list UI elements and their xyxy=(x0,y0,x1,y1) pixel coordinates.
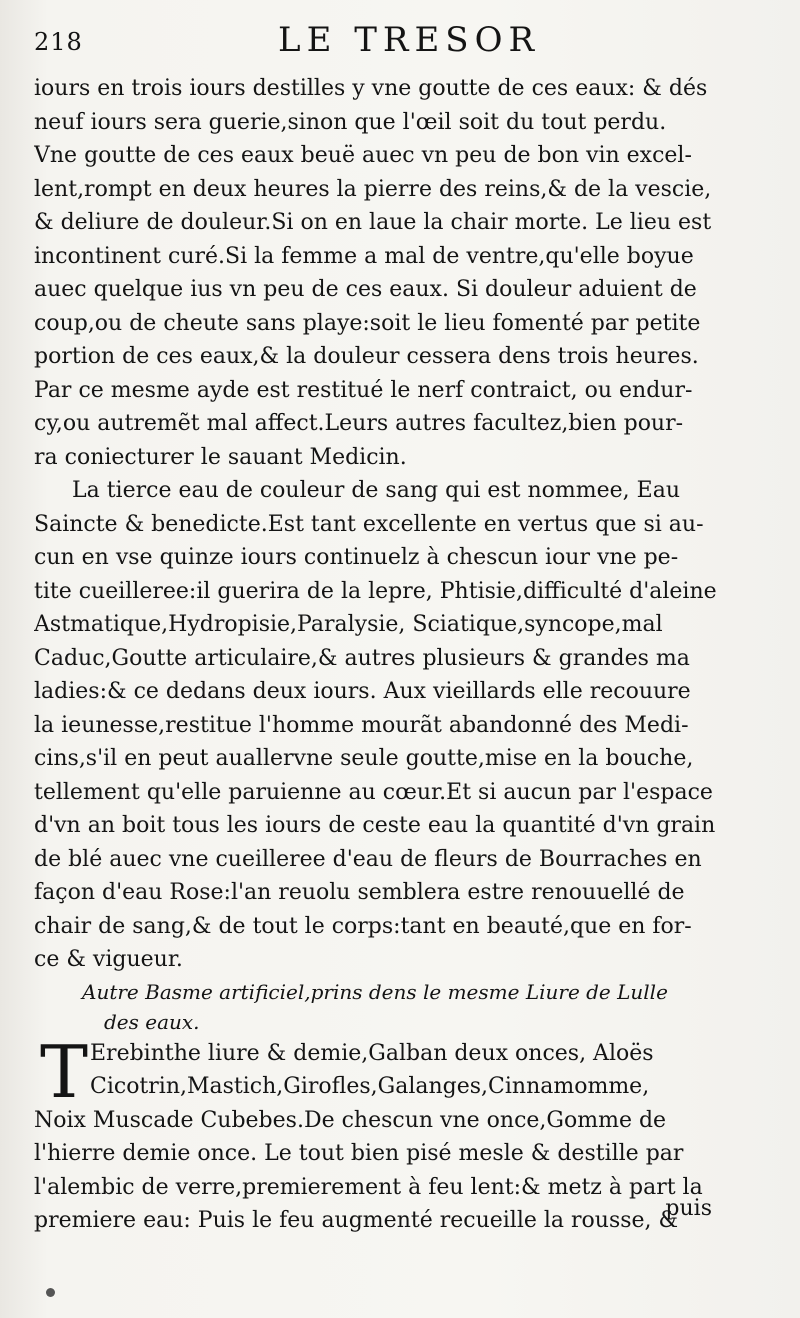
text-line: d'vn an boit tous les iours de ceste eau la quantité d'vn grain xyxy=(34,813,716,838)
text-line: Caduc,Goutte articulaire,& autres plusieurs & grandes ma xyxy=(34,645,690,671)
text-line: Noix Muscade Cubebes.De chescun vne once,Gomme de xyxy=(34,1107,667,1133)
page-header xyxy=(30,20,730,64)
page-number: 218 xyxy=(34,28,83,56)
text-line: neuf iours sera guerie,sinon que l'œil soit du tout perdu. xyxy=(34,109,667,135)
text-line: lent,rompt en deux heures la pierre des reins,& de la vescie, xyxy=(34,176,712,202)
text-line: chair de sang,& de tout le corps:tant en beauté,que en for- xyxy=(34,913,692,939)
text-line: cy,ou autremẽt mal affect.Leurs autres facultez,bien pour- xyxy=(34,411,684,436)
text-line: tite cueilleree:il guerira de la lepre, Phtisie,difficulté d'aleine xyxy=(34,578,717,604)
text-line: l'hierre demie once. Le tout bien pisé mesle & destille par xyxy=(34,1141,684,1166)
running-title: LE TRESOR xyxy=(278,20,541,60)
text-line: auec quelque ius vn peu de ces eaux. Si douleur aduient de xyxy=(34,277,697,302)
text-line: portion de ces eaux,& la douleur cessera dens trois heures. xyxy=(34,344,699,369)
text-line: coup,ou de cheute sans playe:soit le lieu fomenté par petite xyxy=(34,310,701,336)
text-line: tellement qu'elle paruienne au cœur.Et si aucun par l'espace xyxy=(34,779,713,805)
ink-speck xyxy=(46,1288,55,1297)
text-line: cins,s'il en peut auallervne seule goutte,mise en la bouche, xyxy=(34,746,694,771)
paragraph-3 xyxy=(34,1029,724,1238)
text-line: iours en trois iours destilles y vne goutte de ces eaux: & dés xyxy=(34,76,708,101)
subtitle-line: des eaux. xyxy=(104,1009,200,1034)
section-subtitle xyxy=(34,977,724,1037)
text-line: ladies:& ce dedans deux iours. Aux vieillards elle recouure xyxy=(34,679,691,704)
text-line: ra coniecturer le sauant Medicin. xyxy=(34,444,407,470)
text-line: Cicotrin,Mastich,Girofles,Galanges,Cinnamomme, xyxy=(90,1074,650,1099)
text-line: & deliure de douleur.Si on en laue la chair morte. Le lieu est xyxy=(34,210,712,235)
text-line: Saincte & benedicte.Est tant excellente en vertus que si au- xyxy=(34,511,704,537)
text-line: Vne goutte de ces eaux beuë auec vn peu de bon vin excel- xyxy=(34,143,692,168)
text-line: incontinent curé.Si la femme a mal de ventre,qu'elle boyue xyxy=(34,243,694,269)
text-line: façon d'eau Rose:l'an reuolu semblera estre renouuellé de xyxy=(34,880,685,905)
text-line: cun en vse quinze iours continuelz à chescun iour vne pe- xyxy=(34,545,679,570)
text-line: Astmatique,Hydropisie,Paralysie, Sciatique,syncope,mal xyxy=(34,612,663,637)
text-line: Erebinthe liure & demie,Galban deux onces, Aloës xyxy=(90,1040,654,1066)
text-line: la ieunesse,restitue l'homme mourãt abandonné des Medi- xyxy=(34,712,689,738)
body-text xyxy=(34,72,724,1238)
text-line: ce & vigueur. xyxy=(34,947,183,972)
text-line: l'alembic de verre,premierement à feu lent:& metz à part la xyxy=(34,1174,703,1200)
catchword: puis xyxy=(665,1196,712,1221)
paragraph-2 xyxy=(34,474,724,977)
text-line: La tierce eau de couleur de sang qui est nommee, Eau xyxy=(72,478,681,503)
paragraph-1 xyxy=(34,72,724,474)
subtitle-line: Autre Basme artificiel,prins dens le mesme Liure de Lulle xyxy=(82,979,668,1004)
text-line: premiere eau: Puis le feu augmenté recueille la rousse, & xyxy=(34,1208,679,1233)
text-line: Par ce mesme ayde est restitué le nerf contraict, ou endur- xyxy=(34,377,693,403)
drop-cap: T xyxy=(40,1029,89,1114)
text-line: de blé auec vne cueilleree d'eau de fleurs de Bourraches en xyxy=(34,846,702,872)
